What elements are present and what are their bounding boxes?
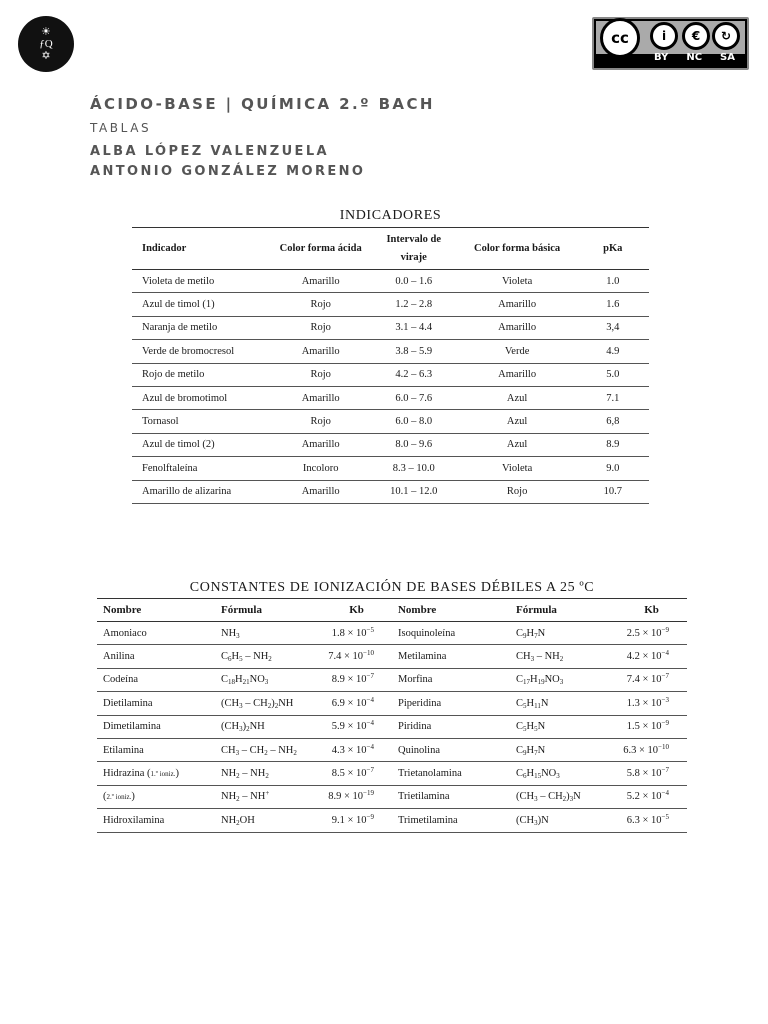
table-cell: $6.3 \times 10^{-5}$ — [616, 809, 687, 832]
table-cell: $(CH_3 - CH_2)_3N$ — [510, 785, 616, 808]
table-row — [97, 809, 687, 832]
table-cell: $1.5 \times 10^{-9}$ — [616, 715, 687, 738]
table-cell: 8.9 — [577, 433, 649, 456]
table-cell: Metilamina — [392, 645, 510, 668]
table-cell: Azul — [458, 386, 577, 409]
table-cell: Amarillo — [272, 386, 370, 409]
table-cell: $NH_2 - NH_2$ — [215, 762, 321, 785]
table-cell: 8.3 – 10.0 — [370, 457, 458, 480]
table-row — [132, 480, 649, 503]
table-cell: Anilina — [97, 645, 215, 668]
bases-table — [97, 598, 687, 833]
table-cell: $C_6H_5 - NH_2$ — [215, 645, 321, 668]
table-cell: $9.1 \times 10^{-9}$ — [321, 809, 392, 832]
column-header: Color forma ácida — [272, 228, 370, 270]
table-row — [97, 762, 687, 785]
table-cell: $CH_3 - NH_2$ — [510, 645, 616, 668]
column-header: Kb — [321, 599, 392, 622]
table-row — [97, 715, 687, 738]
table-cell: $NH_2 - NH^+$ — [215, 785, 321, 808]
table-cell: $NH_3$ — [215, 622, 321, 645]
logo-glyph: ☀ — [41, 25, 51, 38]
table-cell: Azul de timol (1) — [132, 293, 272, 316]
table-cell: 7.1 — [577, 386, 649, 409]
table-cell: $7.4 \times 10^{-10}$ — [321, 645, 392, 668]
table-cell: Quinolina — [392, 738, 510, 761]
indicators-table — [132, 227, 649, 504]
noncommercial-icon: € — [682, 22, 710, 50]
table-cell: (2.º ioniz.) — [97, 785, 215, 808]
table-cell: $C_9H_7N$ — [510, 738, 616, 761]
table-row — [97, 692, 687, 715]
table-cell: 3,4 — [577, 316, 649, 339]
table-cell: Rojo — [272, 363, 370, 386]
table-cell: 6,8 — [577, 410, 649, 433]
table-cell: Amarillo de alizarina — [132, 480, 272, 503]
table-cell: 4.2 – 6.3 — [370, 363, 458, 386]
column-header: Fórmula — [215, 599, 321, 622]
table-cell: 1.0 — [577, 270, 649, 293]
sharealike-icon: ↻ — [712, 22, 740, 50]
page-subtitle: TABLAS — [90, 121, 152, 135]
table-cell: Rojo — [272, 410, 370, 433]
column-header: Nombre — [97, 599, 215, 622]
table-cell: 8.0 – 9.6 — [370, 433, 458, 456]
table-row — [132, 293, 649, 316]
creative-commons-badge — [592, 17, 749, 70]
table-cell: 3.1 – 4.4 — [370, 316, 458, 339]
bases-title: CONSTANTES DE IONIZACIÓN DE BASES DÉBILES A 25 ºC — [189, 580, 595, 595]
department-logo — [18, 16, 74, 72]
table-cell: Trietanolamina — [392, 762, 510, 785]
table-cell: $C_5H_5N$ — [510, 715, 616, 738]
table-row — [132, 316, 649, 339]
table-cell: 6.0 – 7.6 — [370, 386, 458, 409]
table-cell: Morfina — [392, 668, 510, 691]
table-cell: Rojo — [458, 480, 577, 503]
column-header: Fórmula — [510, 599, 616, 622]
table-cell: $(CH_3)_2NH$ — [215, 715, 321, 738]
table-cell: Naranja de metilo — [132, 316, 272, 339]
attribution-icon: i — [650, 22, 678, 50]
table-cell: Incoloro — [272, 457, 370, 480]
column-header: Intervalo de viraje — [370, 228, 458, 270]
license-label: SA — [720, 52, 735, 63]
table-row — [97, 738, 687, 761]
table-cell: Piridina — [392, 715, 510, 738]
table-cell: Amarillo — [272, 340, 370, 363]
table-cell: Dietilamina — [97, 692, 215, 715]
table-cell: Amarillo — [458, 316, 577, 339]
table-cell: Etilamina — [97, 738, 215, 761]
table-cell: $2.5 \times 10^{-9}$ — [616, 622, 687, 645]
table-cell: $1.8 \times 10^{-5}$ — [321, 622, 392, 645]
table-cell: Rojo — [272, 316, 370, 339]
table-cell: $CH_3 - CH_2 - NH_2$ — [215, 738, 321, 761]
cc-icon: cc — [600, 18, 640, 58]
table-row — [97, 668, 687, 691]
table-row — [97, 785, 687, 808]
table-cell: 3.8 – 5.9 — [370, 340, 458, 363]
column-header: Nombre — [392, 599, 510, 622]
table-cell: $C_{17}H_{19}NO_3$ — [510, 668, 616, 691]
table-cell: Amarillo — [272, 433, 370, 456]
table-cell: $8.9 \times 10^{-7}$ — [321, 668, 392, 691]
author-2: ANTONIO GONZÁLEZ MORENO — [90, 164, 366, 179]
table-cell: Hidrazina (1.º ioniz.) — [97, 762, 215, 785]
indicators-title: INDICADORES — [339, 208, 442, 223]
table-cell: $5.2 \times 10^{-4}$ — [616, 785, 687, 808]
column-header: Indicador — [132, 228, 272, 270]
table-row — [97, 645, 687, 668]
table-cell: Violeta de metilo — [132, 270, 272, 293]
table-cell: $C_9H_7N$ — [510, 622, 616, 645]
table-cell: $(CH_3 - CH_2)_2NH$ — [215, 692, 321, 715]
table-cell: $4.2 \times 10^{-4}$ — [616, 645, 687, 668]
table-cell: 6.0 – 8.0 — [370, 410, 458, 433]
table-cell: Trietilamina — [392, 785, 510, 808]
table-cell: Violeta — [458, 457, 577, 480]
table-cell: Codeína — [97, 668, 215, 691]
logo-glyph: ✡ — [41, 49, 51, 62]
table-cell: $C_5H_{11}N$ — [510, 692, 616, 715]
table-cell: $8.5 \times 10^{-7}$ — [321, 762, 392, 785]
table-cell: Verde — [458, 340, 577, 363]
table-cell: 1.2 – 2.8 — [370, 293, 458, 316]
table-cell: Azul — [458, 433, 577, 456]
table-row — [132, 457, 649, 480]
table-cell: Piperidina — [392, 692, 510, 715]
table-cell: $6.9 \times 10^{-4}$ — [321, 692, 392, 715]
table-cell: $(CH_3)N$ — [510, 809, 616, 832]
table-row — [132, 386, 649, 409]
table-row — [132, 340, 649, 363]
table-cell: Violeta — [458, 270, 577, 293]
table-cell: $8.9 \times 10^{-19}$ — [321, 785, 392, 808]
table-cell: 10.1 – 12.0 — [370, 480, 458, 503]
table-cell: Azul — [458, 410, 577, 433]
table-cell: $C_{18}H_{21}NO_3$ — [215, 668, 321, 691]
table-cell: Amarillo — [458, 363, 577, 386]
table-cell: $1.3 \times 10^{-3}$ — [616, 692, 687, 715]
column-header: pKa — [577, 228, 649, 270]
table-cell: Verde de bromocresol — [132, 340, 272, 363]
table-cell: 0.0 – 1.6 — [370, 270, 458, 293]
table-row — [97, 622, 687, 645]
table-row — [132, 363, 649, 386]
table-cell: $NH_2OH$ — [215, 809, 321, 832]
table-cell: Rojo de metilo — [132, 363, 272, 386]
table-cell: Amarillo — [272, 480, 370, 503]
table-cell: Azul de timol (2) — [132, 433, 272, 456]
table-cell: $C_6H_{15}NO_3$ — [510, 762, 616, 785]
page-title: ÁCIDO-BASE | QUÍMICA 2.º BACH — [90, 95, 435, 113]
table-cell: 9.0 — [577, 457, 649, 480]
table-cell: $7.4 \times 10^{-7}$ — [616, 668, 687, 691]
table-row — [132, 433, 649, 456]
table-cell: Amarillo — [272, 270, 370, 293]
table-cell: $4.3 \times 10^{-4}$ — [321, 738, 392, 761]
table-row — [132, 410, 649, 433]
table-cell: 5.0 — [577, 363, 649, 386]
table-cell: Amarillo — [458, 293, 577, 316]
table-cell: Hidroxilamina — [97, 809, 215, 832]
license-label: BY — [654, 52, 669, 63]
table-cell: 4.9 — [577, 340, 649, 363]
table-cell: Isoquinoleína — [392, 622, 510, 645]
table-cell: $6.3 \times 10^{-10}$ — [616, 738, 687, 761]
column-header: Color forma básica — [458, 228, 577, 270]
table-cell: Rojo — [272, 293, 370, 316]
table-cell: $5.8 \times 10^{-7}$ — [616, 762, 687, 785]
table-cell: Azul de bromotimol — [132, 386, 272, 409]
table-cell: 10.7 — [577, 480, 649, 503]
table-cell: 1.6 — [577, 293, 649, 316]
table-cell: Trimetilamina — [392, 809, 510, 832]
author-1: ALBA LÓPEZ VALENZUELA — [90, 144, 329, 159]
logo-glyph: ƒQ — [39, 37, 53, 50]
table-cell: Amoniaco — [97, 622, 215, 645]
table-cell: Dimetilamina — [97, 715, 215, 738]
table-cell: Fenolftaleína — [132, 457, 272, 480]
table-cell: $5.9 \times 10^{-4}$ — [321, 715, 392, 738]
table-row — [132, 270, 649, 293]
table-cell: Tornasol — [132, 410, 272, 433]
column-header: Kb — [616, 599, 687, 622]
license-label: NC — [686, 52, 703, 63]
